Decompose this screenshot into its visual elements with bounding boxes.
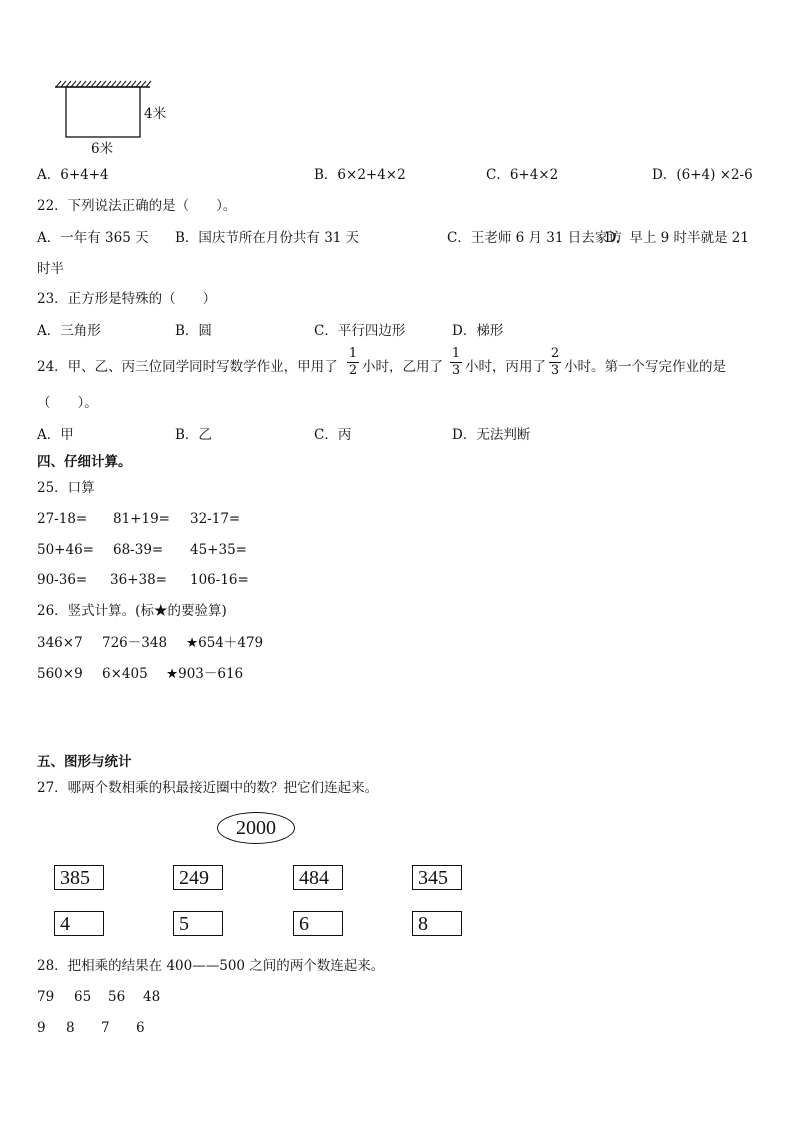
q21-option-d[interactable]: D．(6+4) ×2-6	[652, 167, 753, 183]
q22-continuation: 时半	[37, 261, 64, 277]
q24-stem-part1: 24．甲、乙、丙三位同学同时写数学作业，甲用了	[37, 359, 338, 375]
q24-continuation: （ ）。	[37, 395, 98, 411]
q25-stem: 25．口算	[37, 480, 95, 496]
q23-option-c[interactable]: C．平行四边形	[314, 323, 406, 339]
q28-top-2[interactable]: 65	[74, 989, 92, 1005]
q25-r3-c2: 36+38=	[110, 572, 167, 588]
q24-stem-part4: 小时。第一个写完作业的是	[564, 359, 726, 375]
q25-r1-c1: 27-18=	[37, 511, 88, 527]
q27-top-box-3[interactable]: 484	[293, 865, 343, 890]
q27-bottom-box-2[interactable]: 5	[173, 911, 223, 936]
q28-bottom-2[interactable]: 8	[66, 1020, 75, 1036]
q23-option-d[interactable]: D．梯形	[452, 323, 504, 339]
wall-hatching	[56, 81, 151, 87]
fraction-denominator: 3	[451, 363, 461, 378]
fraction-denominator: 3	[550, 363, 560, 378]
q28-top-4[interactable]: 48	[143, 989, 161, 1005]
q21-option-b[interactable]: B．6×2+4×2	[314, 167, 406, 183]
q25-r1-c2: 81+19=	[113, 511, 170, 527]
q26-r1-c3: ★654＋479	[186, 635, 264, 651]
q23-option-b[interactable]: B．圆	[175, 323, 212, 339]
q24-option-d[interactable]: D．无法判断	[452, 427, 531, 443]
q26-r2-c1: 560×9	[37, 666, 83, 682]
diagram-height-label: 4米	[144, 106, 167, 122]
fraction-numerator: 2	[550, 346, 560, 361]
q27-target-circle: 2000	[217, 812, 295, 844]
q24-stem-part3: 小时，丙用了	[465, 359, 546, 375]
q28-top-1[interactable]: 79	[37, 989, 55, 1005]
q26-r1-c1: 346×7	[37, 635, 83, 651]
q28-bottom-4[interactable]: 6	[136, 1020, 145, 1036]
q27-bottom-box-4[interactable]: 8	[412, 911, 462, 936]
q24-fraction-2	[450, 347, 462, 378]
q24-fraction-3	[549, 347, 561, 378]
fence-rectangle	[66, 87, 140, 137]
q28-bottom-1[interactable]: 9	[37, 1020, 46, 1036]
q26-stem: 26．竖式计算。(标★的要验算)	[37, 603, 227, 619]
q28-bottom-3[interactable]: 7	[101, 1020, 110, 1036]
q27-bottom-box-3[interactable]: 6	[293, 911, 343, 936]
q22-option-d[interactable]: D．早上 9 时半就是 21	[605, 230, 749, 246]
q24-fraction-1	[347, 347, 359, 378]
fraction-denominator: 2	[348, 363, 358, 378]
q23-option-a[interactable]: A．三角形	[37, 323, 101, 339]
q25-r2-c2: 68-39=	[113, 542, 164, 558]
q21-option-c[interactable]: C．6+4×2	[486, 167, 559, 183]
q25-r2-c3: 45+35=	[190, 542, 247, 558]
fraction-numerator: 1	[348, 346, 358, 361]
q22-option-b[interactable]: B．国庆节所在月份共有 31 天	[175, 230, 360, 246]
q25-r3-c1: 90-36=	[37, 572, 88, 588]
q27-top-box-1[interactable]: 385	[54, 865, 104, 890]
q24-option-a[interactable]: A．甲	[37, 427, 74, 443]
q24-stem-part2: 小时，乙用了	[362, 359, 443, 375]
section-4-title: 四、仔细计算。	[37, 454, 132, 470]
q26-r2-c3: ★903－616	[166, 666, 244, 682]
q28-stem: 28．把相乘的结果在 400——500 之间的两个数连起来。	[37, 958, 385, 974]
q27-bottom-box-1[interactable]: 4	[54, 911, 104, 936]
q24-option-b[interactable]: B．乙	[175, 427, 212, 443]
fraction-numerator: 1	[451, 346, 461, 361]
q25-r2-c1: 50+46=	[37, 542, 94, 558]
q22-stem: 22．下列说法正确的是（ ）。	[37, 198, 237, 214]
section-5-title: 五、图形与统计	[37, 754, 132, 770]
q26-r2-c2: 6×405	[102, 666, 148, 682]
q27-top-box-2[interactable]: 249	[173, 865, 223, 890]
q24-option-c[interactable]: C．丙	[314, 427, 352, 443]
q25-r3-c3: 106-16=	[190, 572, 249, 588]
q27-top-box-4[interactable]: 345	[412, 865, 462, 890]
q25-r1-c3: 32-17=	[190, 511, 241, 527]
q28-top-3[interactable]: 56	[108, 989, 126, 1005]
q21-option-a[interactable]: A．6+4+4	[37, 167, 109, 183]
q22-option-c[interactable]: C．王老师 6 月 31 日去家访	[447, 230, 622, 246]
q27-stem: 27．哪两个数相乘的积最接近圈中的数？把它们连起来。	[37, 780, 379, 796]
q26-r1-c2: 726－348	[102, 635, 168, 651]
q22-option-a[interactable]: A．一年有 365 天	[37, 230, 149, 246]
diagram-width-label: 6米	[91, 141, 114, 157]
q23-stem: 23．正方形是特殊的（ ）	[37, 291, 217, 307]
